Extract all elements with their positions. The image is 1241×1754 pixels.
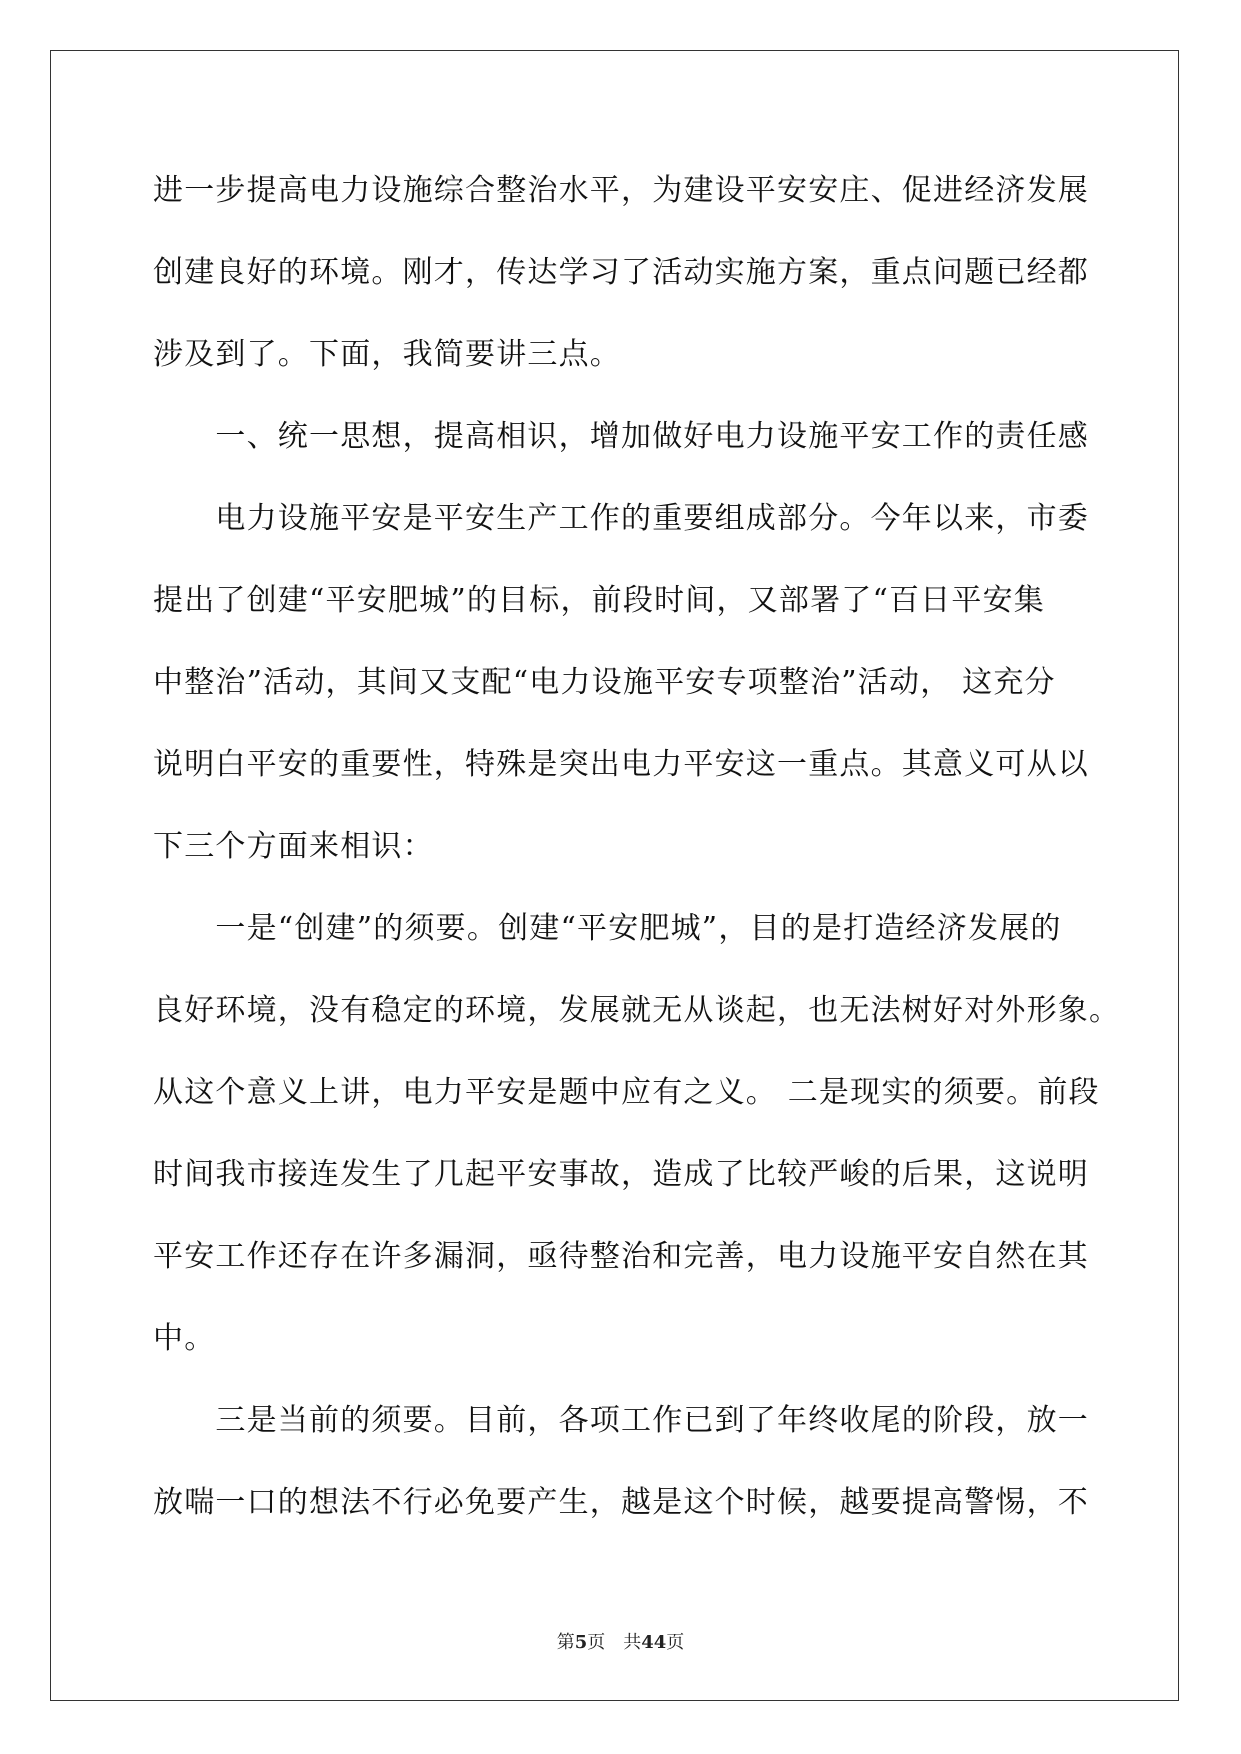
text-line: 时间我市接连发生了几起平安事故，造成了比较严峻的后果，这说明 xyxy=(153,1157,1089,1192)
text-line: 一是“创建”的须要。创建“平安肥城”，目的是打造经济发展的 xyxy=(153,911,1062,946)
text-line: 提出了创建“平安肥城”的目标，前段时间，又部署了“百日平安集 xyxy=(153,583,1046,618)
text-line: 从这个意义上讲，电力平安是题中应有之义。 二是现实的须要。前段 xyxy=(153,1075,1100,1110)
document-body xyxy=(153,165,1121,1559)
footer-prefix: 第 xyxy=(556,1632,575,1653)
text-line: 电力设施平安是平安生产工作的重要组成部分。今年以来，市委 xyxy=(153,501,1089,536)
text-line: 良好环境，没有稳定的环境，发展就无从谈起，也无法树好对外形象。 xyxy=(153,993,1121,1028)
footer-suffix: 页 xyxy=(666,1632,685,1653)
current-page-number: 5 xyxy=(574,1632,588,1653)
footer-mid: 页 共 xyxy=(587,1632,642,1653)
text-line: 下三个方面来相识： xyxy=(153,829,434,864)
section-heading: 一、统一思想，提高相识，增加做好电力设施平安工作的责任感 xyxy=(153,419,1089,454)
text-line: 进一步提高电力设施综合整治水平，为建设平安安庄、促进经济发展 xyxy=(153,173,1089,208)
text-line: 三是当前的须要。目前，各项工作已到了年终收尾的阶段，放一 xyxy=(153,1403,1089,1438)
total-page-count: 44 xyxy=(641,1632,667,1653)
text-line: 创建良好的环境。刚才，传达学习了活动实施方案，重点问题已经都 xyxy=(153,255,1089,290)
text-line: 涉及到了。下面，我简要讲三点。 xyxy=(153,337,621,372)
text-line: 放喘一口的想法不行必免要产生，越是这个时候，越要提高警惕，不 xyxy=(153,1485,1089,1520)
text-line: 中。 xyxy=(153,1321,216,1356)
page-footer xyxy=(0,1628,1241,1654)
text-line: 说明白平安的重要性，特殊是突出电力平安这一重点。其意义可从以 xyxy=(153,747,1089,782)
text-line: 中整治”活动，其间又支配“电力设施平安专项整治”活动， 这充分 xyxy=(153,665,1056,700)
text-line: 平安工作还存在许多漏洞，亟待整治和完善，电力设施平安自然在其 xyxy=(153,1239,1089,1274)
